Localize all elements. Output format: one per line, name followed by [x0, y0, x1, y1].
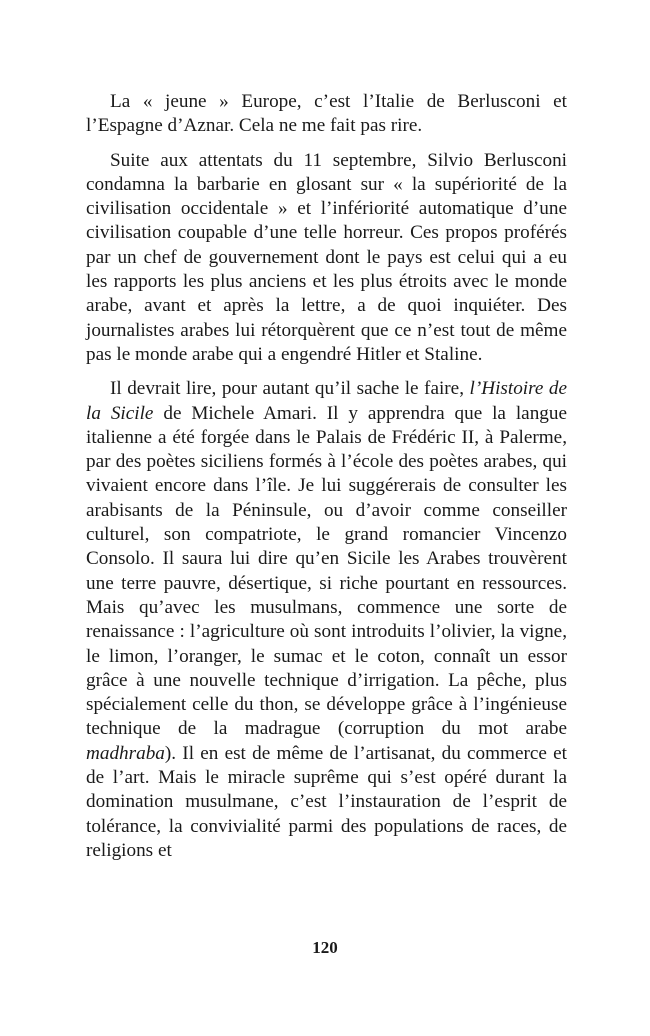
arabic-term: madhraba — [86, 742, 165, 764]
paragraph-text: de Michele Amari. Il y apprendra que la langue italienne a été forgée dans le Palais de Frédéric II, à Palerme, par des poètes siciliens formés à l’école des poètes arabes, qui vivaient encore dans l’île. Je lui suggérerais de consulter les arabisants de la Péninsule, ou d’avoir comme conseiller culturel, son compatriote, le grand romancier Vincenzo Consolo. Il saura lui dire qu’en Sicile les Arabes trouvèrent une terre pauvre, désertique, si riche pourtant en ressources. Mais qu’avec les musulmans, commence une sorte de renaissance : l’agriculture où sont introduits l’olivier, la vigne, le limon, l’oranger, le sumac et le coton, connaît un essor grâce à une nouvelle technique d’irrigation. La pêche, plus spécialement celle du thon, se développe grâce à l’ingénieuse technique de la madrague (corruption du mot arabe — [86, 402, 567, 740]
book-title: l’Histoire de la Sicile — [86, 378, 568, 424]
paragraph — [86, 90, 567, 139]
page-body — [86, 90, 567, 873]
paragraph — [86, 149, 567, 368]
paragraph-text: Il devrait lire, pour autant qu’il sache le faire, — [110, 378, 470, 400]
page-number: 120 — [312, 938, 338, 957]
paragraph-text: ). Il en est de même de l’artisanat, du commerce et de l’art. Mais le miracle suprême qui s’est opéré durant la domination musulmane, c’est l’instauration de l’esprit de tolérance, la convivialité parmi des populations de races, de religions et — [86, 742, 567, 861]
paragraph — [86, 377, 567, 863]
paragraph-text: La « jeune » Europe, c’est l’Italie de Berlusconi et l’Espagne d’Aznar. Cela ne me fait pas rire. — [86, 91, 567, 137]
paragraph-text: Suite aux attentats du 11 septembre, Silvio Berlusconi condamna la barbarie en glosant sur « la supériorité de la civilisation occidentale » et l’infériorité automatique d’une civilisation coupable d’une telle horreur. Ces propos proférés par un chef de gouvernement dont le pays est celui qui a eu les rapports les plus anciens et les plus étroits avec le monde arabe, avant et après la lettre, a de quoi inquiéter. Des journalistes arabes lui rétorquèrent que ce n’est tout de même pas le monde arabe qui a engendré Hitler et Staline. — [86, 149, 567, 365]
